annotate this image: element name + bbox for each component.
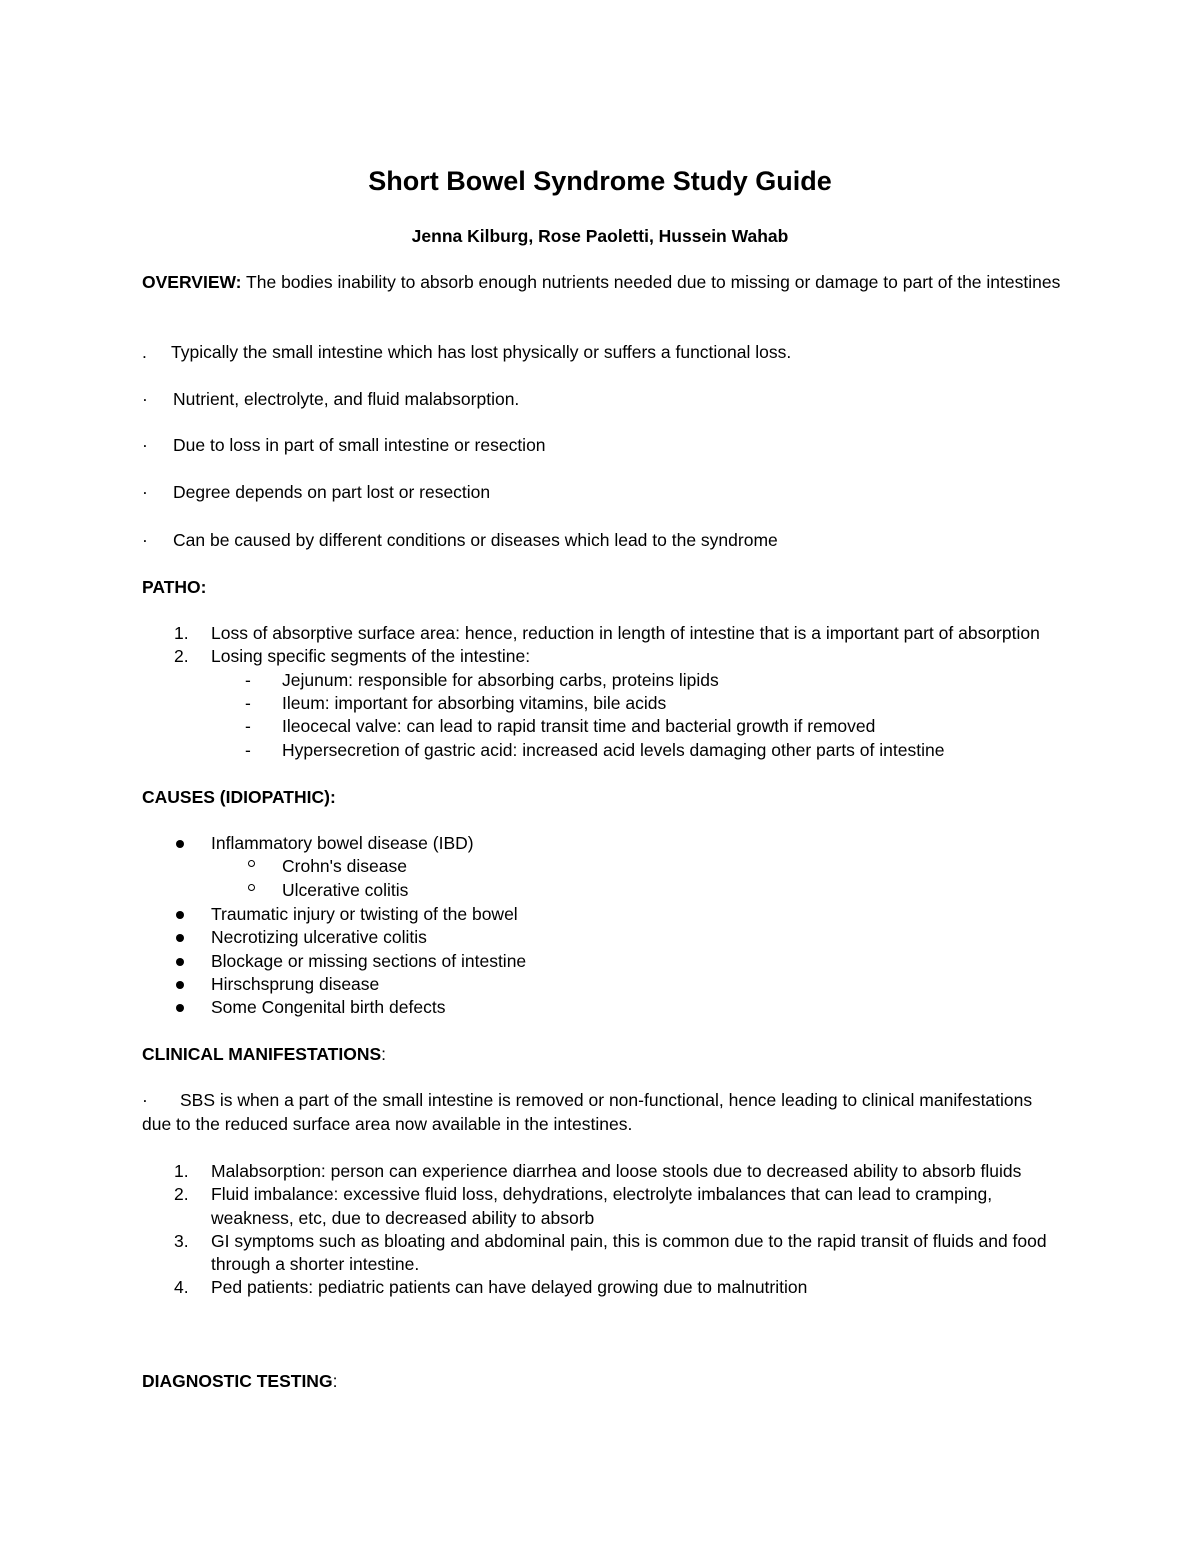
clinical-intro-line: SBS is when a part of the small intestine is removed or non-functional, hence leading to clinical manifestations bbox=[180, 1090, 1033, 1110]
clinical-item: Ped patients: pediatric patients can have delayed growing due to malnutrition bbox=[211, 1277, 808, 1297]
causes-heading: CAUSES (IDIOPATHIC): bbox=[142, 787, 336, 807]
clinical-heading-line bbox=[142, 1042, 1062, 1066]
causes-item: Some Congenital birth defects bbox=[211, 997, 446, 1017]
clinical-item-continuation: weakness, etc, due to decreased ability to absorb bbox=[211, 1208, 595, 1228]
overview-bullet: Typically the small intestine which has lost physically or suffers a functional loss. bbox=[171, 342, 792, 362]
document-title: Short Bowel Syndrome Study Guide bbox=[368, 166, 832, 196]
bullet-disc-icon bbox=[176, 840, 184, 848]
clinical-item-number: 3. bbox=[174, 1231, 189, 1251]
causes-item: Necrotizing ulcerative colitis bbox=[211, 927, 427, 947]
diagnostic-heading-line bbox=[142, 1369, 1062, 1393]
bullet-disc-icon bbox=[176, 981, 184, 989]
causes-item: Hirschsprung disease bbox=[211, 974, 380, 994]
overview-bullet: Can be caused by different conditions or diseases which lead to the syndrome bbox=[173, 530, 778, 550]
patho-item-number: 2. bbox=[174, 646, 189, 666]
patho-subitem-marker: - bbox=[245, 693, 251, 713]
causes-item: Blockage or missing sections of intestine bbox=[211, 951, 527, 971]
bullet-disc-icon bbox=[176, 958, 184, 966]
patho-subitem-marker: - bbox=[245, 740, 251, 760]
patho-subitem-marker: - bbox=[245, 716, 251, 736]
overview-bullet: Nutrient, electrolyte, and fluid malabsorption. bbox=[173, 389, 520, 409]
patho-subitem: Jejunum: responsible for absorbing carbs, proteins lipids bbox=[282, 670, 719, 690]
bullet-circle-icon bbox=[248, 884, 255, 891]
patho-subitem: Hypersecretion of gastric acid: increased acid levels damaging other parts of intestine bbox=[282, 740, 945, 760]
patho-subitem: Ileocecal valve: can lead to rapid transit time and bacterial growth if removed bbox=[282, 716, 876, 736]
clinical-intro-marker: · bbox=[142, 1090, 148, 1110]
patho-item: Losing specific segments of the intestine: bbox=[211, 646, 531, 666]
overview-text: The bodies inability to absorb enough nutrients needed due to missing or damage to part of the intestines bbox=[241, 272, 1061, 292]
bullet-disc-icon bbox=[176, 1004, 184, 1012]
clinical-heading: CLINICAL MANIFESTATIONS bbox=[142, 1044, 382, 1064]
overview-bullet: Due to loss in part of small intestine or resection bbox=[173, 435, 546, 455]
patho-item-number: 1. bbox=[174, 623, 189, 643]
patho-item: Loss of absorptive surface area: hence, reduction in length of intestine that is a important part of absorption bbox=[211, 623, 1040, 643]
patho-subitem: Ileum: important for absorbing vitamins, bile acids bbox=[282, 693, 667, 713]
clinical-item-number: 1. bbox=[174, 1161, 189, 1181]
patho-heading: PATHO: bbox=[142, 577, 207, 597]
patho-subitem-marker: - bbox=[245, 670, 251, 690]
clinical-item-number: 2. bbox=[174, 1184, 189, 1204]
clinical-item: Malabsorption: person can experience diarrhea and loose stools due to decreased ability to absorb fluids bbox=[211, 1161, 1022, 1181]
clinical-heading-suffix: : bbox=[381, 1044, 387, 1064]
clinical-item: GI symptoms such as bloating and abdominal pain, this is common due to the rapid transit of fluids and food bbox=[211, 1231, 1047, 1251]
clinical-item-continuation: through a shorter intestine. bbox=[211, 1254, 420, 1274]
overview-paragraph bbox=[142, 270, 1062, 294]
causes-subitem: Ulcerative colitis bbox=[282, 880, 409, 900]
bullet-disc-icon bbox=[176, 911, 184, 919]
overview-bullet-marker: · bbox=[142, 389, 148, 409]
causes-item: Traumatic injury or twisting of the bowel bbox=[211, 904, 518, 924]
clinical-item: Fluid imbalance: excessive fluid loss, dehydrations, electrolyte imbalances that can lead to cramping, bbox=[211, 1184, 993, 1204]
diagnostic-heading: DIAGNOSTIC TESTING bbox=[142, 1371, 333, 1391]
causes-subitem: Crohn's disease bbox=[282, 856, 407, 876]
overview-heading: OVERVIEW: bbox=[142, 272, 242, 292]
diagnostic-heading-suffix: : bbox=[332, 1371, 338, 1391]
clinical-intro-line: due to the reduced surface area now available in the intestines. bbox=[142, 1114, 633, 1134]
overview-bullet-marker: · bbox=[142, 435, 148, 455]
bullet-circle-icon bbox=[248, 860, 255, 867]
overview-bullet-marker: · bbox=[142, 530, 148, 550]
overview-bullet: Degree depends on part lost or resection bbox=[173, 482, 491, 502]
clinical-item-number: 4. bbox=[174, 1277, 189, 1297]
document-authors: Jenna Kilburg, Rose Paoletti, Hussein Wahab bbox=[411, 226, 789, 246]
overview-bullet-marker: . bbox=[142, 342, 147, 362]
overview-bullet-marker: · bbox=[142, 482, 148, 502]
causes-item: Inflammatory bowel disease (IBD) bbox=[211, 833, 474, 853]
bullet-disc-icon bbox=[176, 934, 184, 942]
